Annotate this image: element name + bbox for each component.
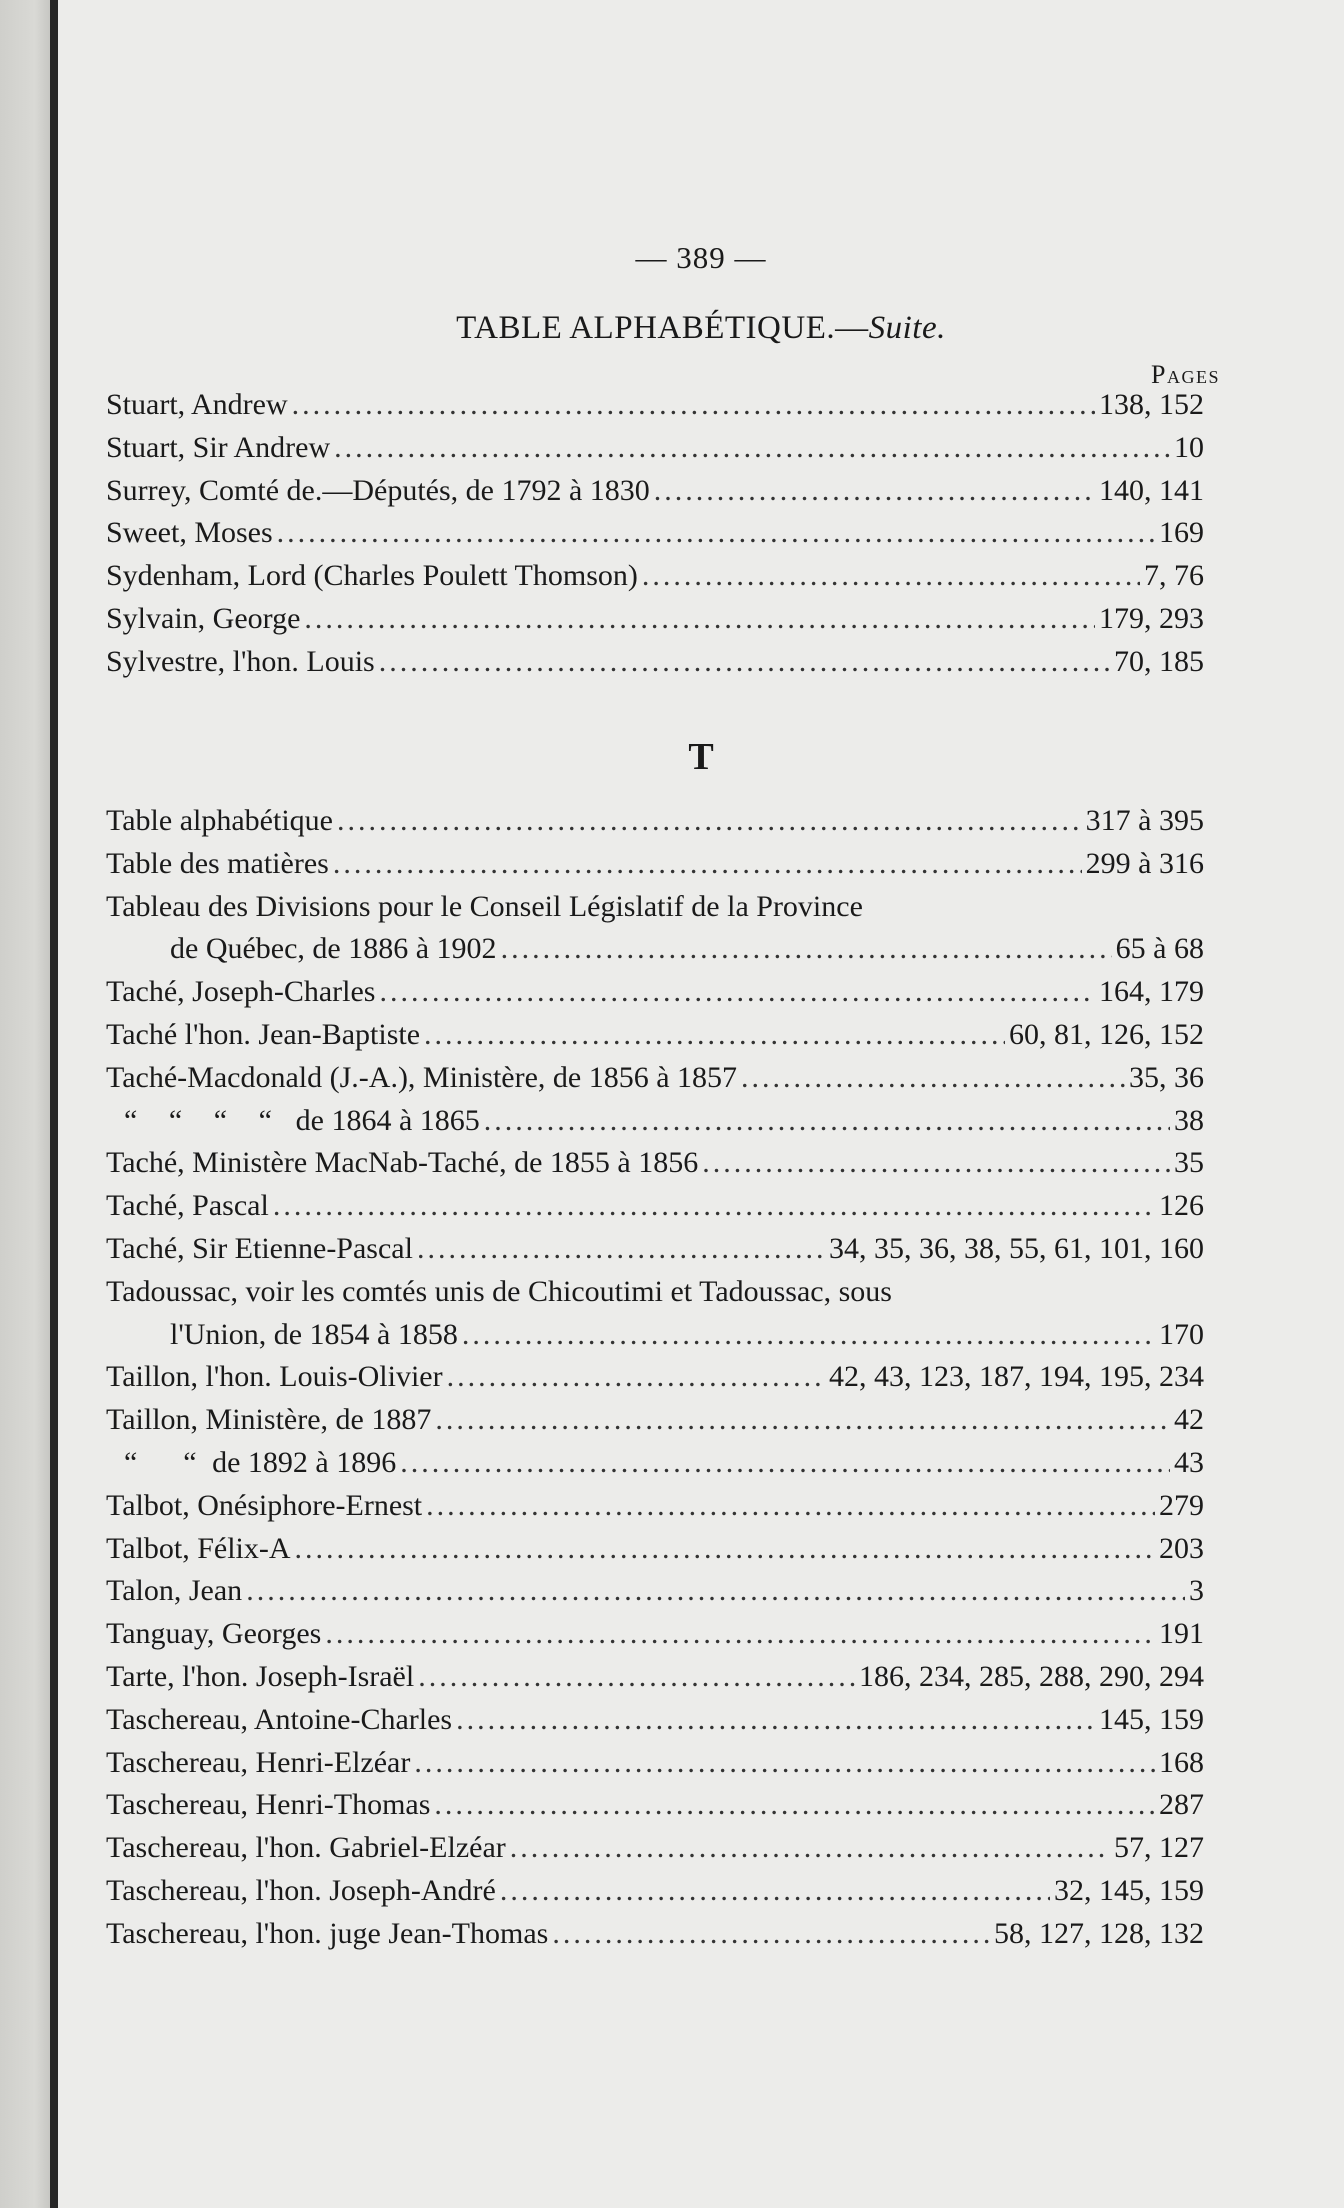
dot-leader (426, 1485, 1155, 1528)
entry-pages: 179, 293 (1099, 601, 1204, 635)
entry-name: Tarte, l'hon. Joseph-Israël (106, 1659, 415, 1693)
entry-name: Taschereau, Antoine-Charles (106, 1702, 453, 1736)
index-entry (106, 1014, 1204, 1057)
entry-name: Taschereau, Henri-Thomas (106, 1788, 431, 1822)
entry-name: Taillon, l'hon. Louis-Olivier (106, 1360, 443, 1394)
entry-pages: 287 (1159, 1788, 1204, 1822)
entry-pages: 170 (1159, 1317, 1204, 1351)
index-entry (106, 1742, 1204, 1785)
index-entry-first-line: Tableau des Divisions pour le Conseil Législatif de la Province (106, 889, 863, 923)
ditto-mark: “ (183, 1445, 197, 1479)
entry-pages: 191 (1159, 1617, 1204, 1651)
entry-pages: 279 (1159, 1488, 1204, 1522)
index-entry-first-line: Tadoussac, voir les comtés unis de Chicoutimi et Tadoussac, sous (106, 1274, 892, 1308)
s-entries-list (106, 384, 1204, 684)
entry-name: Taschereau, Henri-Elzéar (106, 1745, 411, 1779)
index-entry (106, 1142, 1204, 1185)
entry-pages: 164, 179 (1099, 975, 1204, 1009)
index-entry (106, 843, 1204, 886)
dot-leader (414, 1742, 1155, 1785)
entry-name: Taillon, Ministère, de 1887 (106, 1403, 432, 1437)
index-entry (106, 1057, 1204, 1100)
dot-leader (333, 843, 1082, 886)
entry-name: Sydenham, Lord (Charles Poulett Thomson) (106, 559, 638, 593)
entry-name: l'Union, de 1854 à 1858 (170, 1317, 458, 1351)
entry-name: Table des matières (106, 846, 329, 880)
entry-pages: 169 (1159, 516, 1204, 550)
entry-pages: 7, 76 (1144, 559, 1204, 593)
dot-leader (741, 1057, 1125, 1100)
title-suffix: Suite. (868, 310, 946, 346)
entry-pages: 43 (1173, 1445, 1204, 1479)
dot-leader (500, 1870, 1050, 1913)
dot-leader (462, 1314, 1155, 1357)
index-entry (106, 555, 1204, 598)
index-entry (106, 512, 1204, 555)
entry-name: Sylvain, George (106, 601, 301, 635)
book-page (58, 0, 1344, 2208)
dot-leader (424, 1014, 1005, 1057)
dot-leader (334, 427, 1170, 470)
entry-pages: 57, 127 (1114, 1831, 1204, 1865)
entry-name: Taschereau, l'hon. Gabriel-Elzéar (106, 1831, 506, 1865)
entry-pages: 203 (1159, 1531, 1204, 1565)
entry-name: Taché, Joseph-Charles (106, 975, 376, 1009)
entry-name: de 1892 à 1896 (212, 1445, 397, 1479)
dot-leader (400, 1442, 1170, 1485)
index-entry (106, 1399, 1204, 1442)
index-entry (106, 1613, 1204, 1656)
index-entry (106, 971, 1204, 1014)
dot-leader (246, 1570, 1185, 1613)
entry-name: Taché-Macdonald (J.-A.), Ministère, de 1856 à 1857 (106, 1060, 738, 1094)
dot-leader (501, 928, 1112, 971)
entry-pages: 3 (1189, 1574, 1204, 1608)
index-entry (106, 598, 1204, 641)
entry-name: Taschereau, l'hon. juge Jean-Thomas (106, 1916, 549, 1950)
index-entry (106, 800, 1204, 843)
index-entry (106, 384, 1204, 427)
entry-name: de Québec, de 1886 à 1902 (170, 932, 497, 966)
entry-pages: 140, 141 (1099, 473, 1204, 507)
dot-leader (304, 598, 1095, 641)
pages-column-header: Pages (1151, 360, 1220, 389)
index-entry (106, 470, 1204, 513)
entry-pages: 38 (1174, 1103, 1204, 1137)
index-entry (106, 1870, 1204, 1913)
title-main: TABLE ALPHABÉTIQUE.— (456, 310, 869, 346)
dot-leader (435, 1399, 1170, 1442)
entry-name: Surrey, Comté de.—Députés, de 1792 à 1830 (106, 473, 650, 507)
entry-pages: 299 à 316 (1085, 846, 1204, 880)
index-entry-continuation (106, 1314, 1204, 1357)
page-title (58, 310, 1344, 347)
entry-pages: 70, 185 (1114, 644, 1204, 678)
dot-leader (510, 1827, 1110, 1870)
entry-pages: 126 (1159, 1189, 1204, 1223)
ditto-mark: “ (213, 1103, 228, 1137)
index-entry (106, 1699, 1204, 1742)
entry-pages: 145, 159 (1099, 1702, 1204, 1736)
entry-name: Talbot, Onésiphore-Ernest (106, 1488, 423, 1522)
entry-pages: 186, 234, 285, 288, 290, 294 (859, 1659, 1204, 1693)
dot-leader (379, 641, 1110, 684)
entry-name: Sylvestre, l'hon. Louis (106, 644, 375, 678)
entry-pages: 42, 43, 123, 187, 194, 195, 234 (829, 1360, 1204, 1394)
index-entry (106, 1784, 1204, 1827)
dot-leader (434, 1784, 1155, 1827)
page-number: — 389 — (635, 240, 767, 275)
dot-leader (337, 800, 1082, 843)
index-entry-ditto (106, 1100, 1204, 1143)
dot-leader (456, 1699, 1095, 1742)
index-entry (106, 427, 1204, 470)
t-entries-list (106, 800, 1204, 1956)
dot-leader (642, 555, 1140, 598)
entry-pages: 34, 35, 36, 38, 55, 61, 101, 160 (829, 1231, 1204, 1265)
entry-name: Taché, Pascal (106, 1189, 269, 1223)
entry-pages: 10 (1174, 430, 1204, 464)
index-entry (106, 1528, 1204, 1571)
index-entry (106, 1228, 1204, 1271)
dot-leader (295, 1528, 1155, 1571)
entry-name: Taché, Sir Etienne-Pascal (106, 1231, 413, 1265)
entry-pages: 35 (1174, 1146, 1204, 1180)
entry-name: Table alphabétique (106, 804, 333, 837)
entry-pages: 35, 36 (1129, 1060, 1204, 1094)
dot-leader (447, 1356, 825, 1399)
index-entry (106, 1913, 1204, 1956)
entry-name: Stuart, Andrew (106, 388, 288, 421)
book-binding-shadow (50, 0, 58, 2208)
entry-name: Sweet, Moses (106, 516, 273, 550)
entry-pages: 65 à 68 (1115, 932, 1204, 966)
entry-pages: 42 (1174, 1403, 1204, 1437)
index-entry (106, 1485, 1204, 1528)
ditto-mark: “ (124, 1103, 138, 1137)
entry-name: Tanguay, Georges (106, 1617, 322, 1651)
entry-name: Taché l'hon. Jean-Baptiste (106, 1017, 421, 1051)
entry-name: Stuart, Sir Andrew (106, 430, 331, 464)
entry-name: Talbot, Félix-A (106, 1531, 291, 1565)
entry-pages: 168 (1159, 1745, 1204, 1779)
entry-pages: 58, 127, 128, 132 (994, 1916, 1204, 1950)
entry-pages: 32, 145, 159 (1054, 1873, 1204, 1907)
dot-leader (418, 1656, 855, 1699)
dot-leader (325, 1613, 1155, 1656)
dot-leader (702, 1142, 1170, 1185)
dot-leader (273, 1185, 1155, 1228)
dot-leader (484, 1100, 1170, 1143)
entry-name: Taché, Ministère MacNab-Taché, de 1855 à 1856 (106, 1146, 699, 1180)
dot-leader (654, 470, 1095, 513)
entry-name: Talon, Jean (106, 1574, 243, 1608)
index-entry (106, 1827, 1204, 1870)
index-entry (106, 1656, 1204, 1699)
entry-pages: 60, 81, 126, 152 (1009, 1017, 1204, 1051)
dot-leader (417, 1228, 825, 1271)
index-entry (106, 1185, 1204, 1228)
entry-name: Taschereau, l'hon. Joseph-André (106, 1873, 496, 1907)
index-entry (106, 1570, 1204, 1613)
dot-leader (292, 384, 1095, 427)
section-letter-t: T (688, 736, 714, 778)
index-entry (106, 641, 1204, 684)
entry-pages: 317 à 395 (1085, 804, 1204, 837)
ditto-mark: “ (168, 1103, 183, 1137)
dot-leader (552, 1913, 990, 1956)
entry-name: de 1864 à 1865 (295, 1103, 480, 1137)
ditto-mark: “ (124, 1445, 138, 1479)
entry-pages: 138, 152 (1099, 388, 1204, 421)
index-entry-continuation (106, 928, 1204, 971)
dot-leader (379, 971, 1095, 1014)
index-entry (106, 1356, 1204, 1399)
ditto-mark: “ (258, 1103, 272, 1137)
index-entry-ditto (106, 1442, 1204, 1485)
dot-leader (277, 512, 1155, 555)
